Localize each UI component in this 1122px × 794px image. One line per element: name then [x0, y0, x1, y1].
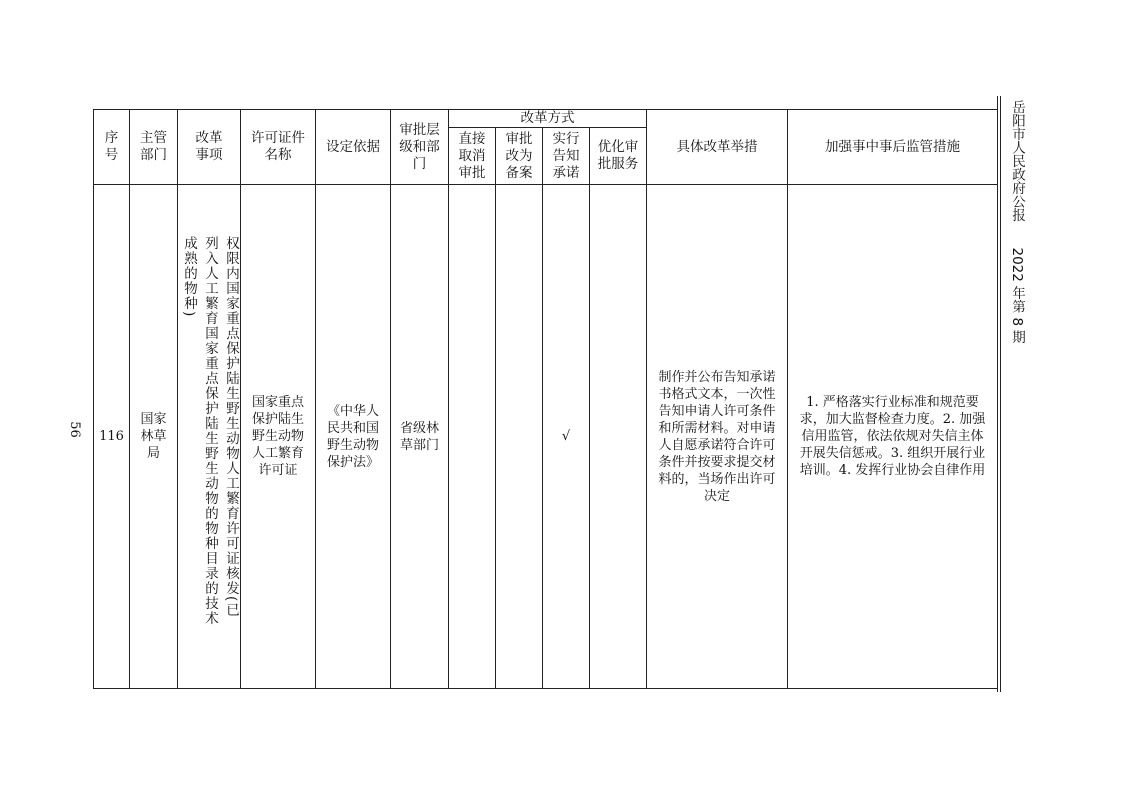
- cell-mark-filing: [496, 185, 543, 689]
- cell-basis: 《中华人 民共和国 野生动物 保护法》: [316, 185, 391, 689]
- header-item: 改革 事项: [178, 110, 241, 185]
- header-reform-group: 改革方式: [449, 110, 647, 128]
- header-license: 许可证件 名称: [241, 110, 316, 185]
- header-reform-optimize: 优化审 批服务: [590, 128, 647, 185]
- cell-seq: 116: [94, 185, 130, 689]
- cell-level: 省级林 草部门: [391, 185, 449, 689]
- cell-mark-cancel: [449, 185, 496, 689]
- margin-rule-inner: [1000, 96, 1001, 692]
- header-reform-commitment: 实行 告知 承诺: [543, 128, 590, 185]
- check-mark: √: [543, 185, 590, 689]
- table-row: [94, 185, 998, 689]
- cell-license: 国家重点 保护陆生 野生动物 人工繁育 许可证: [241, 185, 316, 689]
- header-seq: 序 号: [94, 110, 130, 185]
- page-number: 56: [66, 421, 82, 438]
- item-vertical-text: 权限内国家重点保护陆生野生动物人工繁育许可证核发(已列入人工繁育国家重点保护陆生野生动物的物种目录的技术成熟的物种): [181, 236, 239, 626]
- header-reform-cancel: 直接 取消 审批: [449, 128, 496, 185]
- cell-supervision: 1. 严格落实行业标准和规范要 求，加大监督检查力度。2. 加强 信用监管，依法依规对失信主体 开展失信惩戒。3. 组织开展行业 培训。4. 发挥行业协会自律作用: [788, 185, 998, 689]
- cell-dept: 国家 林草 局: [130, 185, 178, 689]
- header-measures: 具体改革举措: [647, 110, 788, 185]
- header-reform-filing: 审批 改为 备案: [496, 128, 543, 185]
- journal-side-header: [1007, 100, 1027, 344]
- journal-issue: 2022 年第 8 期: [1009, 247, 1025, 344]
- header-basis: 设定依据: [316, 110, 391, 185]
- reform-table: [93, 109, 998, 689]
- cell-mark-optimize: [590, 185, 647, 689]
- header-level: 审批层 级和部 门: [391, 110, 449, 185]
- cell-item: [178, 185, 241, 689]
- journal-title: 岳阳市人民政府公报: [1009, 100, 1025, 222]
- header-dept: 主管 部门: [130, 110, 178, 185]
- margin-rule: [997, 96, 998, 692]
- header-supervision: 加强事中事后监管措施: [788, 110, 998, 185]
- cell-measures: 制作并公布告知承诺 书格式文本，一次性 告知申请人许可条件 和所需材料。对申请 人自愿承诺符合许可 条件并按要求提交材 料的，当场作出许可 决定: [647, 185, 788, 689]
